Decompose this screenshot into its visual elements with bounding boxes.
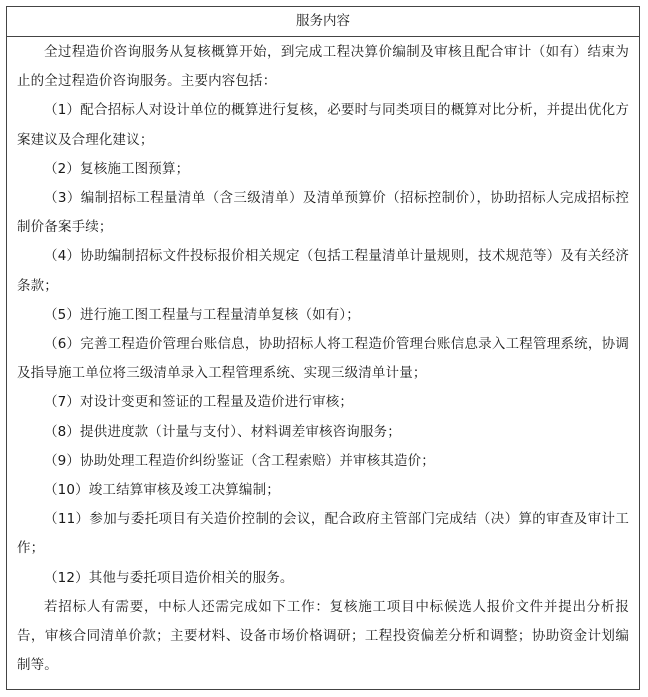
list-item: （4）协助编制招标文件投标报价相关规定（包括工程量清单计量规则，技术规范等）及有关经济条款； [17, 248, 629, 294]
list-item: （12）其他与委托项目造价相关的服务。 [44, 569, 294, 586]
list-item: （3）编制招标工程量清单（含三级清单）及清单预算价（招标控制价），协助招标人完成招标控制价备案手续； [17, 190, 629, 236]
list-item: （1）配合招标人对设计单位的概算进行复核，必要时与同类项目的概算对比分析，并提出优化方案建议及合理化建议； [17, 102, 629, 148]
list-item: （6）完善工程造价管理台账信息，协助招标人将工程造价管理台账信息录入工程管理系统，协调及指导施工单位将三级清单录入工程管理系统、实现三级清单计量； [17, 336, 629, 382]
service-content-body [7, 37, 639, 680]
list-item: （7）对设计变更和签证的工程量及造价进行审核； [44, 394, 354, 411]
list-item: （2）复核施工图预算； [44, 160, 190, 177]
service-content-table [6, 6, 640, 690]
list-item: （9）协助处理工程造价纠纷鉴证（含工程索赔）并审核其造价； [44, 452, 435, 469]
list-item: （8）提供进度款（计量与支付）、材料调差审核咨询服务； [44, 423, 401, 440]
list-item: （10）竣工结算审核及竣工决算编制； [44, 482, 280, 499]
intro-paragraph: 全过程造价咨询服务从复核概算开始，到完成工程决算价编制及审核且配合审计（如有）结束为止的全过程造价咨询服务。主要内容包括： [17, 44, 629, 90]
additional-work-paragraph: 若招标人有需要，中标人还需完成如下工作：复核施工项目中标候选人报价文件并提出分析报告，审核合同清单价款；主要材料、设备市场价格调研；工程投资偏差分析和调整；协助资金计划编制等。 [17, 598, 629, 674]
table-header: 服务内容 [7, 7, 639, 37]
list-item: （5）进行施工图工程量与工程量清单复核（如有）； [44, 306, 360, 323]
list-item: （11）参加与委托项目有关造价控制的会议，配合政府主管部门完成结（决）算的审查及审计工作； [17, 511, 629, 557]
